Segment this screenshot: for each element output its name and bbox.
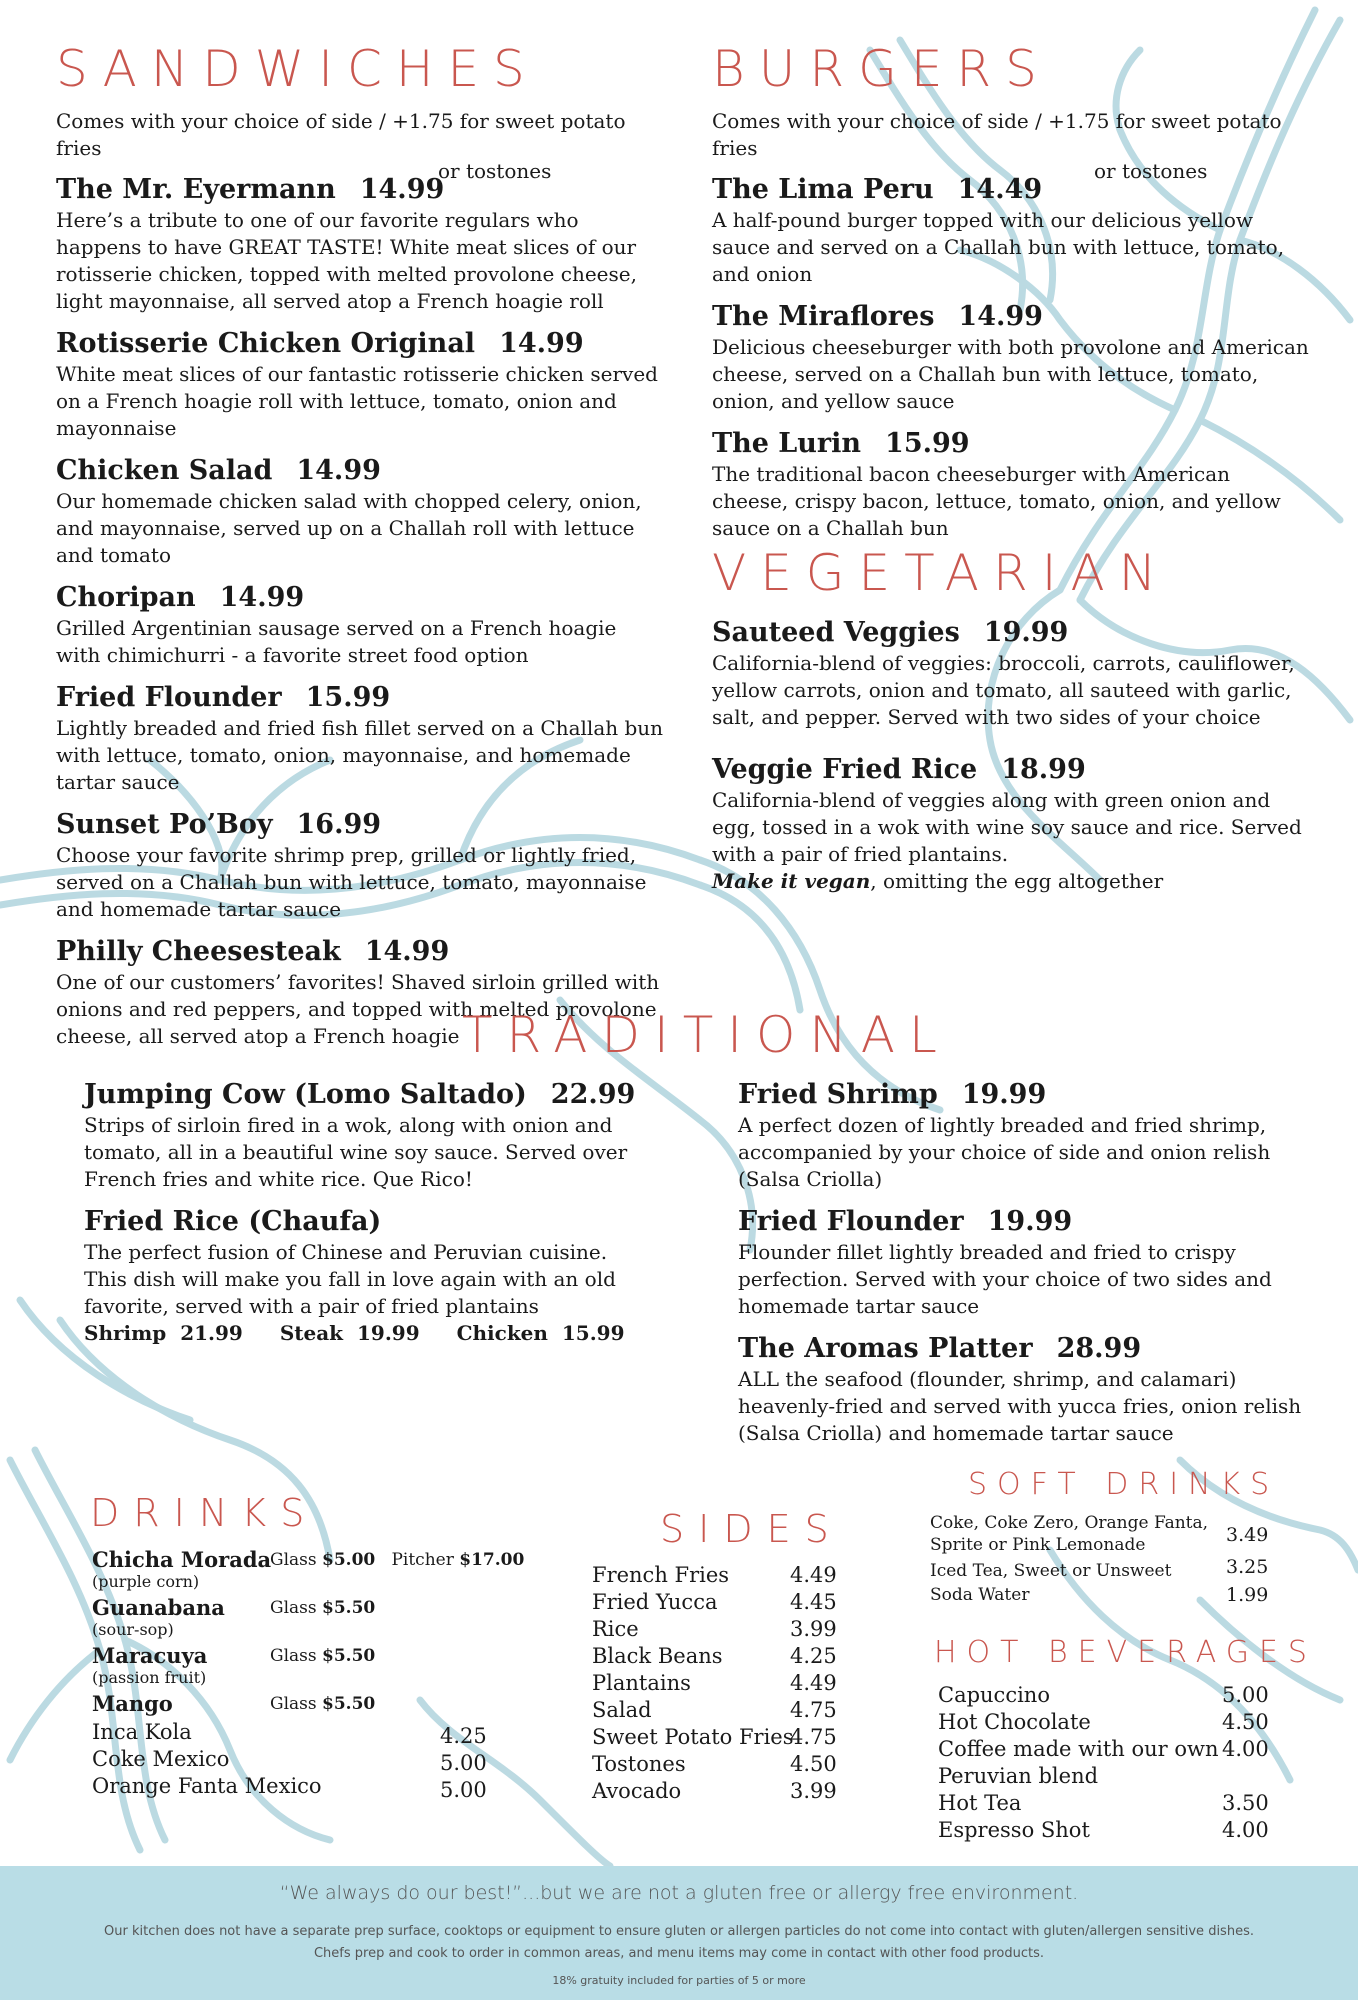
- item-name: Chicken Salad: [56, 455, 273, 486]
- soft-drink-item: Soda Water 1.99: [930, 1584, 1269, 1606]
- item-price: 15.99: [305, 682, 391, 713]
- footer-disclaimer-line1: Our kitchen does not have a separate prep surface, cooktops or equipment to ensure gluten or allergen particles do not come into contact with gluten/allergen sensitive dishes.: [104, 1924, 1254, 1939]
- item-price: 14.99: [359, 174, 445, 205]
- side-name: Avocado: [592, 1779, 682, 1803]
- item-name: Sunset Po’Boy: [56, 809, 273, 840]
- drink-item: [92, 1596, 532, 1644]
- item-name: Fried Flounder: [56, 682, 282, 713]
- drink-name: Chicha Morada: [92, 1547, 272, 1572]
- item-description: Choose your favorite shrimp prep, grilled or lightly fried, served on a Challah bun with lettuce, tomato, mayonnaise and homemade tartar sauce: [56, 843, 647, 921]
- menu-item: [712, 427, 1312, 542]
- side-name: Sweet Potato Fries: [592, 1725, 794, 1749]
- drink-item: [92, 1746, 532, 1773]
- menu-item: [56, 454, 666, 569]
- item-name: Jumping Cow (Lomo Saltado): [84, 1079, 527, 1110]
- footer-gratuity-note: 18% gratuity included for parties of 5 or more: [552, 1974, 806, 1987]
- item-description: A half-pound burger topped with our delicious yellow sauce and served on a Challah bun with lettuce, tomato, and onion: [712, 208, 1285, 286]
- side-name: Fried Yucca: [592, 1590, 718, 1614]
- drink-price: 5.00: [440, 1778, 487, 1802]
- item-name: Sauteed Veggies: [712, 617, 960, 648]
- item-description: Grilled Argentinian sausage served on a French hoagie with chimichurri - a favorite street food option: [56, 616, 617, 667]
- sandwiches-list: [56, 173, 666, 1050]
- drink-item: [92, 1644, 532, 1692]
- drink-name: Inca Kola: [92, 1720, 192, 1744]
- side-price: 4.25: [790, 1644, 837, 1668]
- side-name: Tostones: [592, 1752, 686, 1776]
- vegetarian-list: [712, 616, 1312, 895]
- menu-item: [712, 173, 1312, 288]
- vegetarian-title: VEGETARIAN: [712, 544, 1171, 602]
- drink-item: [92, 1692, 532, 1719]
- soft-drink-item: Iced Tea, Sweet or Unsweet 3.25: [930, 1556, 1269, 1581]
- side-item: [592, 1697, 852, 1724]
- item-description: Delicious cheeseburger with both provolone and American cheese, served on a Challah bun with lettuce, tomato, onion, and yellow sauce: [712, 335, 1309, 413]
- side-price: 4.75: [790, 1725, 837, 1749]
- side-item: [592, 1643, 852, 1670]
- hot-beverage-item: Capuccino 5.00: [938, 1683, 1269, 1707]
- drink-subtitle: (passion fruit): [92, 1668, 207, 1687]
- side-item: [592, 1589, 852, 1616]
- item-price: 18.99: [1001, 754, 1086, 785]
- sandwiches-section: [56, 40, 666, 1062]
- side-name: Rice: [592, 1617, 639, 1641]
- item-price: 28.99: [1056, 1333, 1142, 1364]
- footer-disclaimer-line2: Chefs prep and cook to order in common areas, and menu items may come in contact with other food products.: [313, 1946, 1045, 1961]
- drink-price: 5.00: [440, 1751, 487, 1775]
- side-item: [592, 1562, 852, 1589]
- item-price: 14.99: [219, 582, 305, 613]
- drink-prices: Glass $5.50: [270, 1598, 376, 1618]
- hot-beverage-price: 4.00: [1222, 1737, 1269, 1761]
- chaufa-options: Shrimp 21.99 Steak 19.99 Chicken 15.99: [84, 1321, 625, 1345]
- item-description: California-blend of veggies: broccoli, carrots, cauliflower, yellow carrots, onion and tomato, all sauteed with garlic, salt, and pepper. Served with two sides of your choice: [712, 651, 1295, 729]
- menu-item: [712, 616, 1312, 731]
- drink-item: [92, 1719, 532, 1746]
- side-item: [592, 1778, 852, 1805]
- menu-item: [712, 300, 1312, 415]
- side-item: [592, 1670, 852, 1697]
- side-name: Black Beans: [592, 1644, 723, 1668]
- sides-section: [592, 1507, 852, 1805]
- hot-beverage-item: Hot Tea 3.50: [938, 1791, 1269, 1815]
- item-description: Strips of sirloin fired in a wok, along with onion and tomato, all in a beautiful wine soy sauce. Served over French fries and white rice. Que Rico!: [84, 1113, 628, 1191]
- sandwiches-title: SANDWICHES: [56, 40, 539, 98]
- item-price: 14.99: [499, 328, 584, 359]
- drink-name: Coke Mexico: [92, 1747, 230, 1771]
- menu-item: [738, 1078, 1318, 1193]
- item-description: ALL the seafood (flounder, shrimp, and calamari) heavenly-fried and served with yucca fries, onion relish (Salsa Criolla) and homemade tartar sauce: [738, 1367, 1302, 1445]
- allergy-disclaimer-footer: [0, 1866, 1358, 2000]
- item-description: White meat slices of our fantastic rotisserie chicken served on a French hoagie roll with lettuce, tomato, onion and mayonnaise: [56, 362, 658, 440]
- burgers-list: [712, 173, 1312, 542]
- soft-drink-price: 1.99: [1226, 1584, 1269, 1606]
- hot-beverage-price: 4.50: [1222, 1710, 1269, 1734]
- item-name: The Lima Peru: [712, 174, 934, 205]
- drink-name: Orange Fanta Mexico: [92, 1774, 322, 1798]
- item-name: Rotisserie Chicken Original: [56, 328, 476, 359]
- soft-drink-price: 3.49: [1226, 1524, 1269, 1546]
- menu-item: [56, 327, 666, 442]
- drink-name: Maracuya: [92, 1643, 208, 1668]
- item-name: The Mr. Eyermann: [56, 174, 336, 205]
- menu-item: [56, 581, 666, 669]
- side-price: 4.45: [790, 1590, 837, 1614]
- item-name: Veggie Fried Rice: [712, 754, 978, 785]
- drink-item: [92, 1548, 532, 1596]
- hot-beverage-price: 4.00: [1222, 1818, 1269, 1842]
- menu-item: [712, 753, 1312, 895]
- menu-item: [56, 681, 666, 796]
- side-name: French Fries: [592, 1563, 730, 1587]
- menu-item: [84, 1205, 654, 1347]
- burgers-title: BURGERS: [712, 40, 1051, 98]
- item-price: 22.99: [550, 1079, 636, 1110]
- traditional-right-column: [738, 1078, 1318, 1459]
- item-price: 14.99: [296, 455, 381, 486]
- side-price: 3.99: [790, 1617, 837, 1641]
- item-description: California-blend of veggies along with green onion and egg, tossed in a wok with wine soy sauce and rice. Served with a pair of fried plantains.: [712, 788, 1302, 866]
- drink-prices: Glass $5.50: [270, 1694, 376, 1714]
- item-description: Lightly breaded and fried fish fillet served on a Challah bun with lettuce, tomato, onion, mayonnaise, and homemade tartar sauce: [56, 716, 664, 794]
- soft-drink-price: 3.25: [1226, 1556, 1269, 1578]
- item-price: 15.99: [885, 428, 970, 459]
- item-price: 19.99: [983, 617, 1069, 648]
- item-price: 19.99: [987, 1206, 1073, 1237]
- hot-beverage-price: 5.00: [1222, 1683, 1269, 1707]
- drink-price: 4.25: [440, 1724, 487, 1748]
- soft-drink-item: Coke, Coke Zero, Orange Fanta, Sprite or Pink Lemonade 3.49: [930, 1513, 1269, 1555]
- drink-name: Mango: [92, 1691, 173, 1716]
- drink-name: Guanabana: [92, 1595, 225, 1620]
- burgers-section: [712, 40, 1312, 554]
- drinks-title: DRINKS: [90, 1491, 319, 1535]
- drink-prices: Glass $5.50: [270, 1646, 376, 1666]
- sandwiches-side-note: Comes with your choice of side / +1.75 for sweet potato fries or tostones: [56, 109, 626, 183]
- burgers-side-note: Comes with your choice of side / +1.75 for sweet potato fries or tostones: [712, 109, 1282, 183]
- soft-drinks-list: [930, 1512, 1300, 1608]
- drink-subtitle: (purple corn): [92, 1572, 200, 1591]
- vegetarian-section: [712, 544, 1312, 907]
- side-item: [592, 1616, 852, 1643]
- menu-item: [84, 1078, 654, 1193]
- vegan-note: Make it vegan, omitting the egg altogether: [712, 869, 1164, 893]
- hot-beverages-list: [934, 1682, 1304, 1844]
- item-description: A perfect dozen of lightly breaded and fried shrimp, accompanied by your choice of side and onion relish (Salsa Criolla): [738, 1113, 1271, 1191]
- drinks-list: [92, 1548, 532, 1800]
- side-name: Salad: [592, 1698, 652, 1722]
- menu-item: [56, 173, 666, 315]
- hot-beverages-section: [934, 1635, 1317, 1844]
- item-name: Philly Cheesesteak: [56, 936, 341, 967]
- item-name: Fried Flounder: [738, 1206, 964, 1237]
- item-description: The traditional bacon cheeseburger with American cheese, crispy bacon, lettuce, tomato, onion, and yellow sauce on a Challah bun: [712, 462, 1281, 540]
- item-name: Fried Rice (Chaufa): [84, 1206, 382, 1237]
- item-description: Here’s a tribute to one of our favorite regulars who happens to have GREAT TASTE! White meat slices of our rotisserie chicken, topped with melted provolone cheese, light mayonnaise, all served atop a French hoagie roll: [56, 208, 637, 313]
- hot-beverage-price: 3.50: [1222, 1791, 1269, 1815]
- menu-item: [738, 1332, 1318, 1447]
- drink-prices: Glass $5.00 Pitcher $17.00: [270, 1550, 525, 1570]
- menu-item: [56, 808, 666, 923]
- side-price: 3.99: [790, 1779, 837, 1803]
- item-name: The Lurin: [712, 428, 862, 459]
- drink-subtitle: (sour-sop): [92, 1620, 174, 1639]
- item-description: Flounder fillet lightly breaded and fried to crispy perfection. Served with your choice of two sides and homemade tartar sauce: [738, 1240, 1272, 1318]
- item-price: 14.49: [957, 174, 1043, 205]
- side-name: Plantains: [592, 1671, 691, 1695]
- soft-drinks-title: SOFT DRINKS: [968, 1467, 1280, 1502]
- sides-title: SIDES: [660, 1507, 843, 1551]
- item-price: 19.99: [961, 1079, 1047, 1110]
- side-price: 4.49: [790, 1671, 837, 1695]
- hot-beverage-item: Coffee made with our own Peruvian blend 4.00: [938, 1737, 1269, 1788]
- item-description: The perfect fusion of Chinese and Peruvian cuisine. This dish will make you fall in love again with an old favorite, served with a pair of fried plantains: [84, 1240, 616, 1318]
- item-name: The Aromas Platter: [738, 1333, 1033, 1364]
- side-price: 4.75: [790, 1698, 837, 1722]
- side-item: [592, 1751, 852, 1778]
- item-price: 14.99: [958, 301, 1043, 332]
- footer-motto: “We always do our best!”...but we are not a gluten free or allergy free environment.: [279, 1882, 1079, 1904]
- item-name: Choripan: [56, 582, 196, 613]
- soft-drinks-section: [930, 1467, 1300, 1608]
- traditional-left-column: [84, 1078, 654, 1359]
- drink-item: [92, 1773, 532, 1800]
- item-description: Our homemade chicken salad with chopped celery, onion, and mayonnaise, served up on a Challah roll with lettuce and tomato: [56, 489, 642, 567]
- traditional-title: TRADITIONAL: [462, 1006, 951, 1064]
- side-item: [592, 1724, 852, 1751]
- hot-beverage-item: Espresso Shot 4.00: [938, 1818, 1269, 1842]
- item-name: Fried Shrimp: [738, 1079, 938, 1110]
- item-price: 16.99: [296, 809, 382, 840]
- item-name: The Miraflores: [712, 301, 935, 332]
- sides-list: [592, 1562, 852, 1805]
- drinks-section: [90, 1491, 532, 1802]
- hot-beverage-item: Hot Chocolate 4.50: [938, 1710, 1269, 1734]
- item-description: One of our customers’ favorites! Shaved sirloin grilled with onions and red peppers, and topped with melted provolone cheese, all served atop a French hoagie: [56, 970, 660, 1048]
- hot-beverages-title: HOT BEVERAGES: [934, 1635, 1317, 1670]
- menu-item: [738, 1205, 1318, 1320]
- side-price: 4.50: [790, 1752, 837, 1776]
- item-price: 14.99: [364, 936, 450, 967]
- side-price: 4.49: [790, 1563, 837, 1587]
